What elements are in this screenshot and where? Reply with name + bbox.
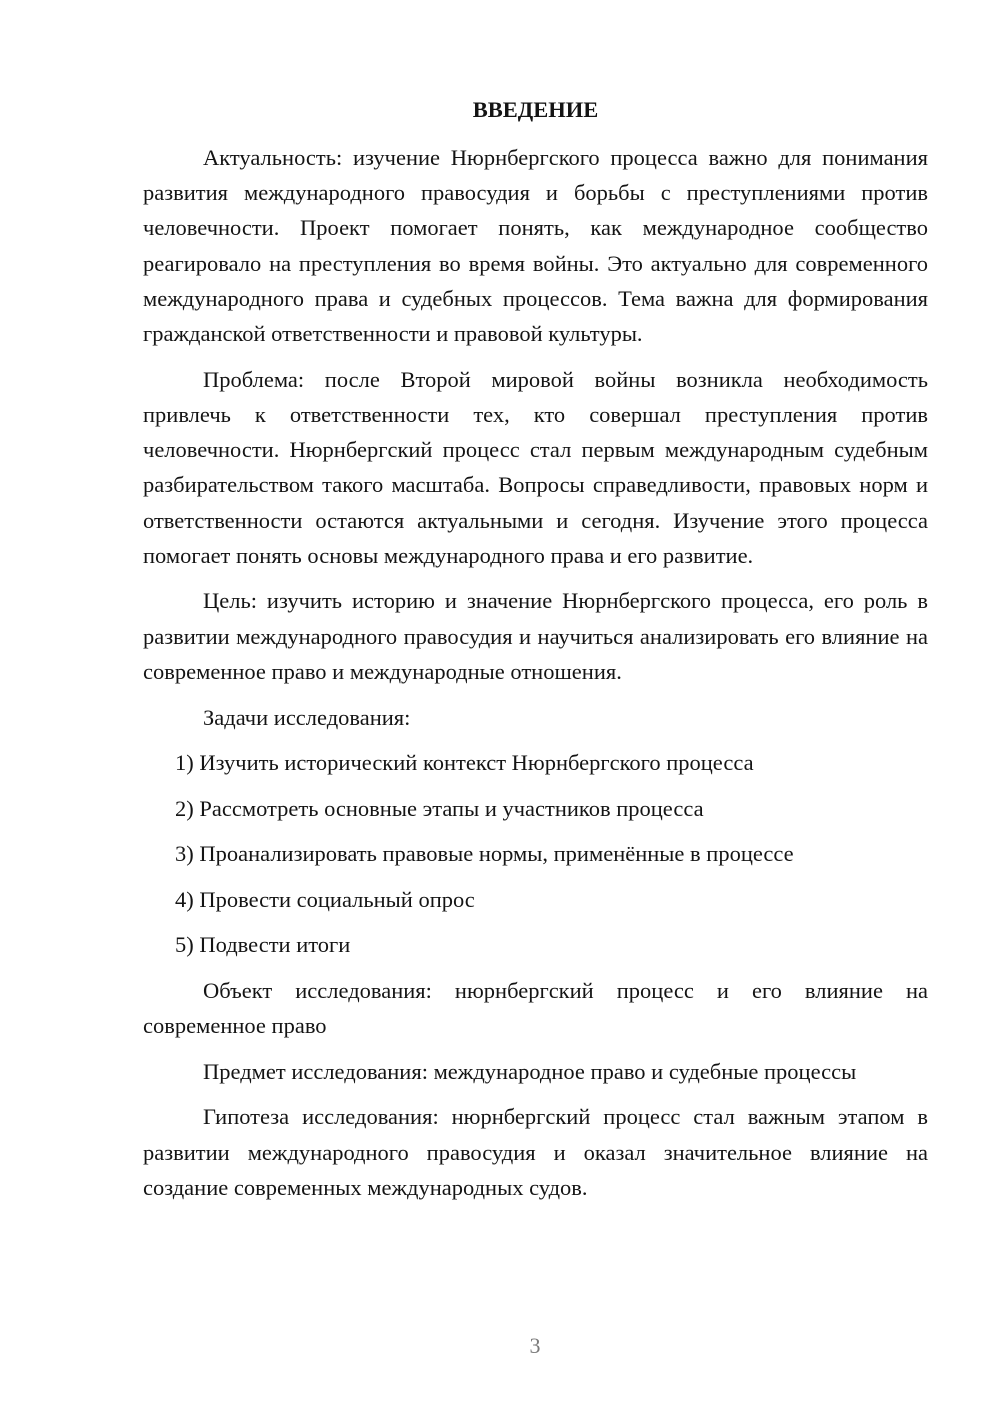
task-item: 1) Изучить исторический контекст Нюрнбергского процесса (175, 750, 754, 776)
tasks-list (143, 745, 928, 962)
goal-paragraph: Цель: изучить историю и значение Нюрнбергского процесса, его роль в развитии международного правосудия и научиться анализировать его влияние на современное право и международные отношения. (143, 588, 928, 684)
page-content (143, 92, 928, 1215)
task-item: 5) Подвести итоги (175, 932, 351, 958)
problem-paragraph: Проблема: после Второй мировой войны возникла необходимость привлечь к ответственности тех, кто совершал преступления против человечности. Нюрнбергский процесс стал первым международным судебным разбирательством такого масштаба. Вопросы справедливости, правовых норм и ответственности остаются актуальными и сегодня. Изучение этого процесса помогает понять основы международного права и его развитие. (143, 366, 928, 568)
page-number: 3 (529, 1333, 541, 1358)
subject-paragraph: Предмет исследования: международное право и судебные процессы (203, 1058, 857, 1084)
relevance-paragraph: Актуальность: изучение Нюрнбергского процесса важно для понимания развития международного правосудия и борьбы с преступлениями против человечности. Проект помогает понять, как международное сообщество реагировало на преступления во время войны. Это актуально для современного международного права и судебных процессов. Тема важна для формирования гражданской ответственности и правовой культуры. (143, 145, 928, 347)
tasks-title: Задачи исследования: (203, 704, 411, 730)
task-item: 3) Проанализировать правовые нормы, применённые в процессе (175, 841, 794, 867)
object-paragraph: Объект исследования: нюрнбергский процесс и его влияние на современное право (143, 977, 928, 1038)
hypothesis-paragraph: Гипотеза исследования: нюрнбергский процесс стал важным этапом в развитии международного правосудия и оказал значительное влияние на создание современных международных судов. (143, 1104, 928, 1200)
task-item: 4) Провести социальный опрос (175, 886, 475, 912)
task-item: 2) Рассмотреть основные этапы и участников процесса (175, 795, 704, 821)
section-heading: ВВЕДЕНИЕ (472, 97, 599, 122)
